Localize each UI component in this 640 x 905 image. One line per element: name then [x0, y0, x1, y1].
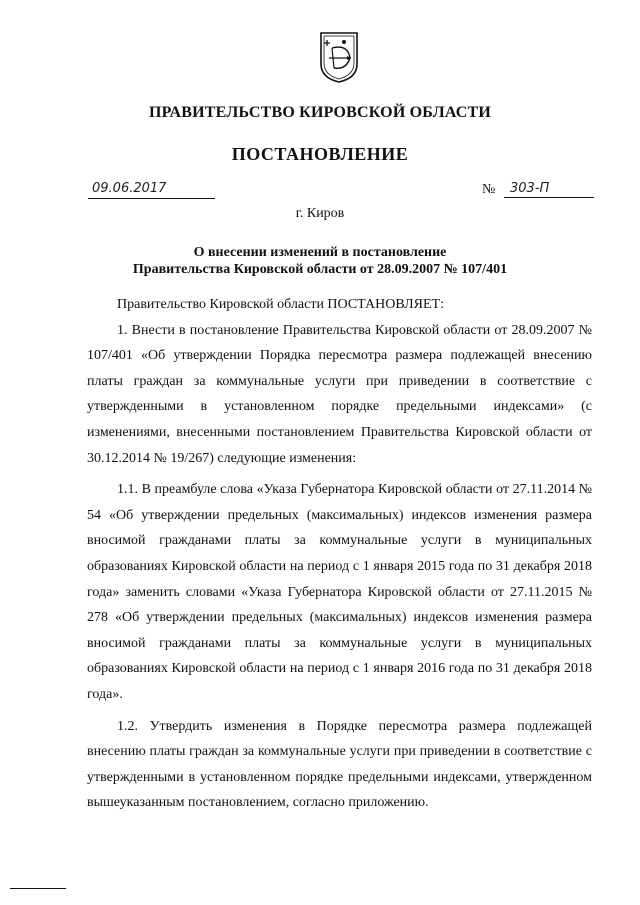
organization-name: ПРАВИТЕЛЬСТВО КИРОВСКОЙ ОБЛАСТИ — [148, 104, 492, 121]
body-item-1-1: 1.1. В преамбуле слова «Указа Губернатора Кировской области от 27.11.2014 № 54 «Об утверждении предельных (максимальных) индексов изменения размера вносимой гражданами платы за коммунальные услуги в муниципальных образованиях Кировской области на период с 1 января 2015 года по 31 декабря 2018 года» заменить словами «Указа Губернатора Кировской области от 27.11.2015 № 278 «Об утверждении предельных (максимальных) индексов изменения размера вносимой гражданами платы за коммунальные услуги в муниципальных образованиях Кировской области на период с 1 января 2016 года по 31 декабря 2018 года». — [87, 482, 592, 702]
body-intro: Правительство Кировской области ПОСТАНОВЛЯЕТ: — [117, 297, 444, 312]
number-underline — [504, 197, 594, 198]
city-name: г. Киров — [295, 206, 345, 221]
document-title — [60, 244, 580, 278]
title-line-2: Правительства Кировской области от 28.09.2007 № 107/401 — [132, 262, 508, 277]
footer-divider — [10, 888, 66, 889]
date-value: 09.06.2017 — [92, 181, 167, 196]
date-field — [88, 182, 215, 199]
coat-of-arms-emblem — [318, 30, 360, 84]
document-type: ПОСТАНОВЛЕНИЕ — [231, 144, 409, 164]
number-field — [482, 182, 594, 198]
number-value: 303-П — [510, 181, 550, 196]
title-line-1: О внесении изменений в постановление — [193, 245, 447, 260]
number-sign: № — [482, 182, 496, 197]
document-body — [87, 292, 592, 816]
body-item-1: 1. Внести в постановление Правительства Кировской области от 28.09.2007 № 107/401 «Об утверждении Порядка пересмотра размера подлежащей внесению платы граждан за коммунальные услуги при приведении в соответствие с утвержденными в установленном порядке предельными индексами» (с изменениями, внесенными постановлением Правительства Кировской области от 30.12.2014 № 19/267) следующие изменения: — [87, 322, 592, 466]
body-item-1-2: 1.2. Утвердить изменения в Порядке пересмотра размера подлежащей внесению платы граждан за коммунальные услуги при приведении в соответствие с утвержденными в установленном порядке предельными индексами, утвержденном вышеуказанным постановлением, согласно приложению. — [87, 718, 592, 811]
